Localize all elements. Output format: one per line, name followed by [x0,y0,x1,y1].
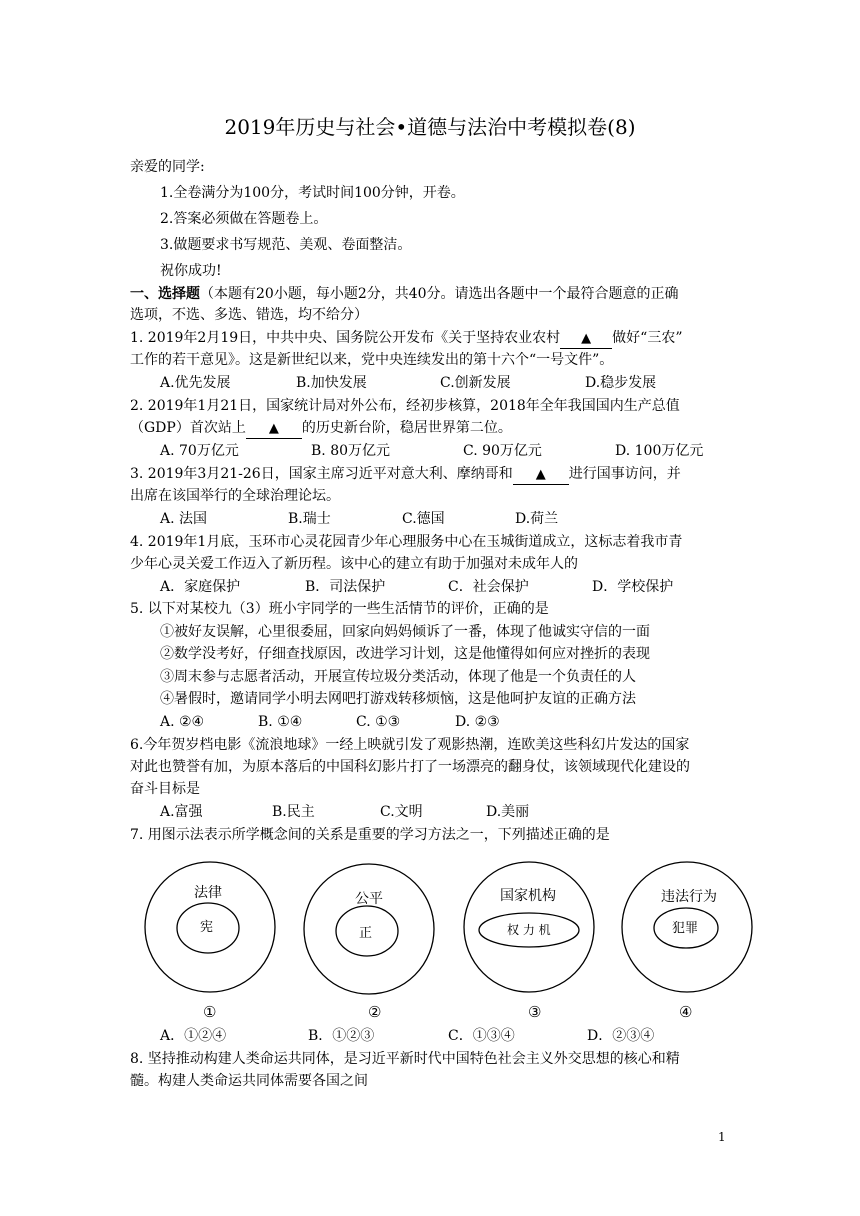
q1-line-1 [130,329,683,349]
section-heading-line [130,285,679,304]
q2-option-d: D. 100万亿元 [615,443,704,459]
q6-option-b: B.民主 [272,804,315,820]
q2-blank-mark: ▲ [268,421,279,436]
q3-blank-mark: ▲ [535,467,546,482]
q5-item-2: ②数学没考好，仔细查找原因，改进学习计划，这是他懂得如何应对挫折的表现 [160,646,650,662]
q6-option-a: A.富强 [160,804,203,820]
diagram-2-number: ② [368,1003,382,1021]
q1-text-a: 1. 2019年2月19日，中共中央、国务院公开发布《关于坚持农业农村 [130,330,561,346]
q4-line-2: 少年心灵关爱工作迈入了新历程。该中心的建立有助于加强对未成年人的 [130,556,578,572]
q5-option-b: B. ①④ [258,714,303,730]
q2-line-1: 2. 2019年1月21日，国家统计局对外公布，经初步核算，2018年全年我国国内生产总值 [130,398,680,414]
greeting: 亲爱的同学: [130,159,205,175]
q7-option-a: A．①②④ [160,1028,227,1044]
diagram-1-number: ① [203,1003,217,1021]
q7-option-c: C．①③④ [448,1028,515,1044]
q6-option-d: D.美丽 [486,804,530,820]
section-desc-1: （本题有20小题，每小题2分，共40分。请选出各题中一个最符合题意的正确 [200,286,679,302]
q2-option-a: A. 70万亿元 [160,443,239,459]
diagram-4-outer-label: 违法行为 [661,889,717,905]
q7-line-1: 7. 用图示法表示所学概念间的关系是重要的学习方法之一，下列描述正确的是 [130,827,610,843]
q3-blank [513,465,569,485]
q3-line-2: 出席在该国举行的全球治理论坛。 [130,488,340,504]
diagram-4-inner-label: 犯罪 [672,921,699,936]
page-title: 2019年历史与社会•道德与法治中考模拟卷(8) [224,115,636,139]
q1-option-d: D.稳步发展 [585,375,657,391]
q8-line-1: 8. 坚持推动构建人类命运共同体，是习近平新时代中国特色社会主义外交思想的核心和精 [130,1051,680,1067]
q5-item-3: ③周末参与志愿者活动，开展宣传垃圾分类活动，体现了他是一个负责任的人 [160,669,636,685]
q2-text-a: （GDP）首次站上 [130,420,246,436]
q7-option-b: B．①②③ [308,1028,375,1044]
q1-option-a: A.优先发展 [160,375,231,391]
q5-item-4: ④暑假时，邀请同学小明去网吧打游戏转移烦恼，这是他呵护友谊的正确方法 [160,691,636,707]
q2-text-b: 的历史新台阶，稳居世界第二位。 [301,420,512,436]
q5-line-1: 5. 以下对某校九（3）班小宇同学的一些生活情节的评价，正确的是 [130,601,549,617]
q4-option-a: A．家庭保护 [160,579,241,595]
diagram-2-inner-label: 正 [359,926,373,941]
section-heading: 一、选择题 [130,286,200,302]
q1-blank-mark: ▲ [581,331,592,346]
q1-text-b: 做好“三农” [612,330,683,346]
q6-option-c: C.文明 [380,804,423,820]
q5-option-c: C. ①③ [356,714,401,730]
wish: 祝你成功! [160,263,222,279]
page-number: 1 [718,1130,726,1144]
q2-option-c: C. 90万亿元 [463,443,542,459]
q5-item-1: ①被好友误解，心里很委屈，回家向妈妈倾诉了一番，体现了他诚实守信的一面 [160,624,650,640]
diagram-3-number: ③ [528,1003,542,1021]
diagram-3-inner-label: 权 力 机 [507,923,551,937]
q6-line-1: 6.今年贺岁档电影《流浪地球》一经上映就引发了观影热潮，连欧美这些科幻片发达的国家 [130,737,690,753]
q6-line-2: 对此也赞誉有加，为原本落后的中国科幻影片打了一场漂亮的翻身仗，该领域现代化建设的 [130,759,690,775]
q3-line-1 [130,465,681,485]
q4-option-c: C．社会保护 [448,579,529,595]
q1-blank [560,329,612,349]
q1-line-2: 工作的若干意见》。这是新世纪以来，党中央连续发出的第十六个“一号文件”。 [130,352,614,368]
q3-option-a: A. 法国 [160,511,208,527]
q2-option-b: B. 80万亿元 [311,443,391,459]
q7-option-d: D．②③④ [587,1028,655,1044]
q1-option-b: B.加快发展 [296,375,367,391]
q4-option-d: D．学校保护 [592,579,674,595]
diagram-2-outer-label: 公平 [355,891,383,907]
q4-option-b: B．司法保护 [305,579,386,595]
q3-text-b: 进行国事访问，并 [568,466,681,482]
diagram-3-outer-label: 国家机构 [500,888,556,904]
note-2: 2.答案必须做在答题卷上。 [160,211,328,227]
section-desc-2: 选项，不选、多选、错选，均不给分） [130,307,368,323]
q2-blank [246,419,302,439]
q2-line-2 [130,419,512,439]
diagram-1-inner-label: 宪 [200,920,214,935]
q3-option-c: C.德国 [402,511,445,527]
diagram-4-number: ④ [679,1003,693,1021]
q3-text-a: 3. 2019年3月21-26日，国家主席习近平对意大利、摩纳哥和 [130,466,513,482]
q3-option-b: B.瑞士 [288,511,331,527]
q5-option-a: A. ②④ [160,714,205,730]
q5-option-d: D. ②③ [455,714,500,730]
q3-option-d: D.荷兰 [515,511,559,527]
q6-line-3: 奋斗目标是 [130,781,200,797]
q8-line-2: 髓。构建人类命运共同体需要各国之间 [130,1073,368,1089]
diagram-1-outer-label: 法律 [194,885,222,901]
note-3: 3.做题要求书写规范、美观、卷面整洁。 [160,237,412,253]
q1-option-c: C.创新发展 [440,375,511,391]
q4-line-1: 4. 2019年1月底，玉环市心灵花园青少年心理服务中心在玉城街道成立，这标志着我市青 [130,534,683,550]
note-1: 1.全卷满分为100分，考试时间100分钟，开卷。 [160,185,465,201]
